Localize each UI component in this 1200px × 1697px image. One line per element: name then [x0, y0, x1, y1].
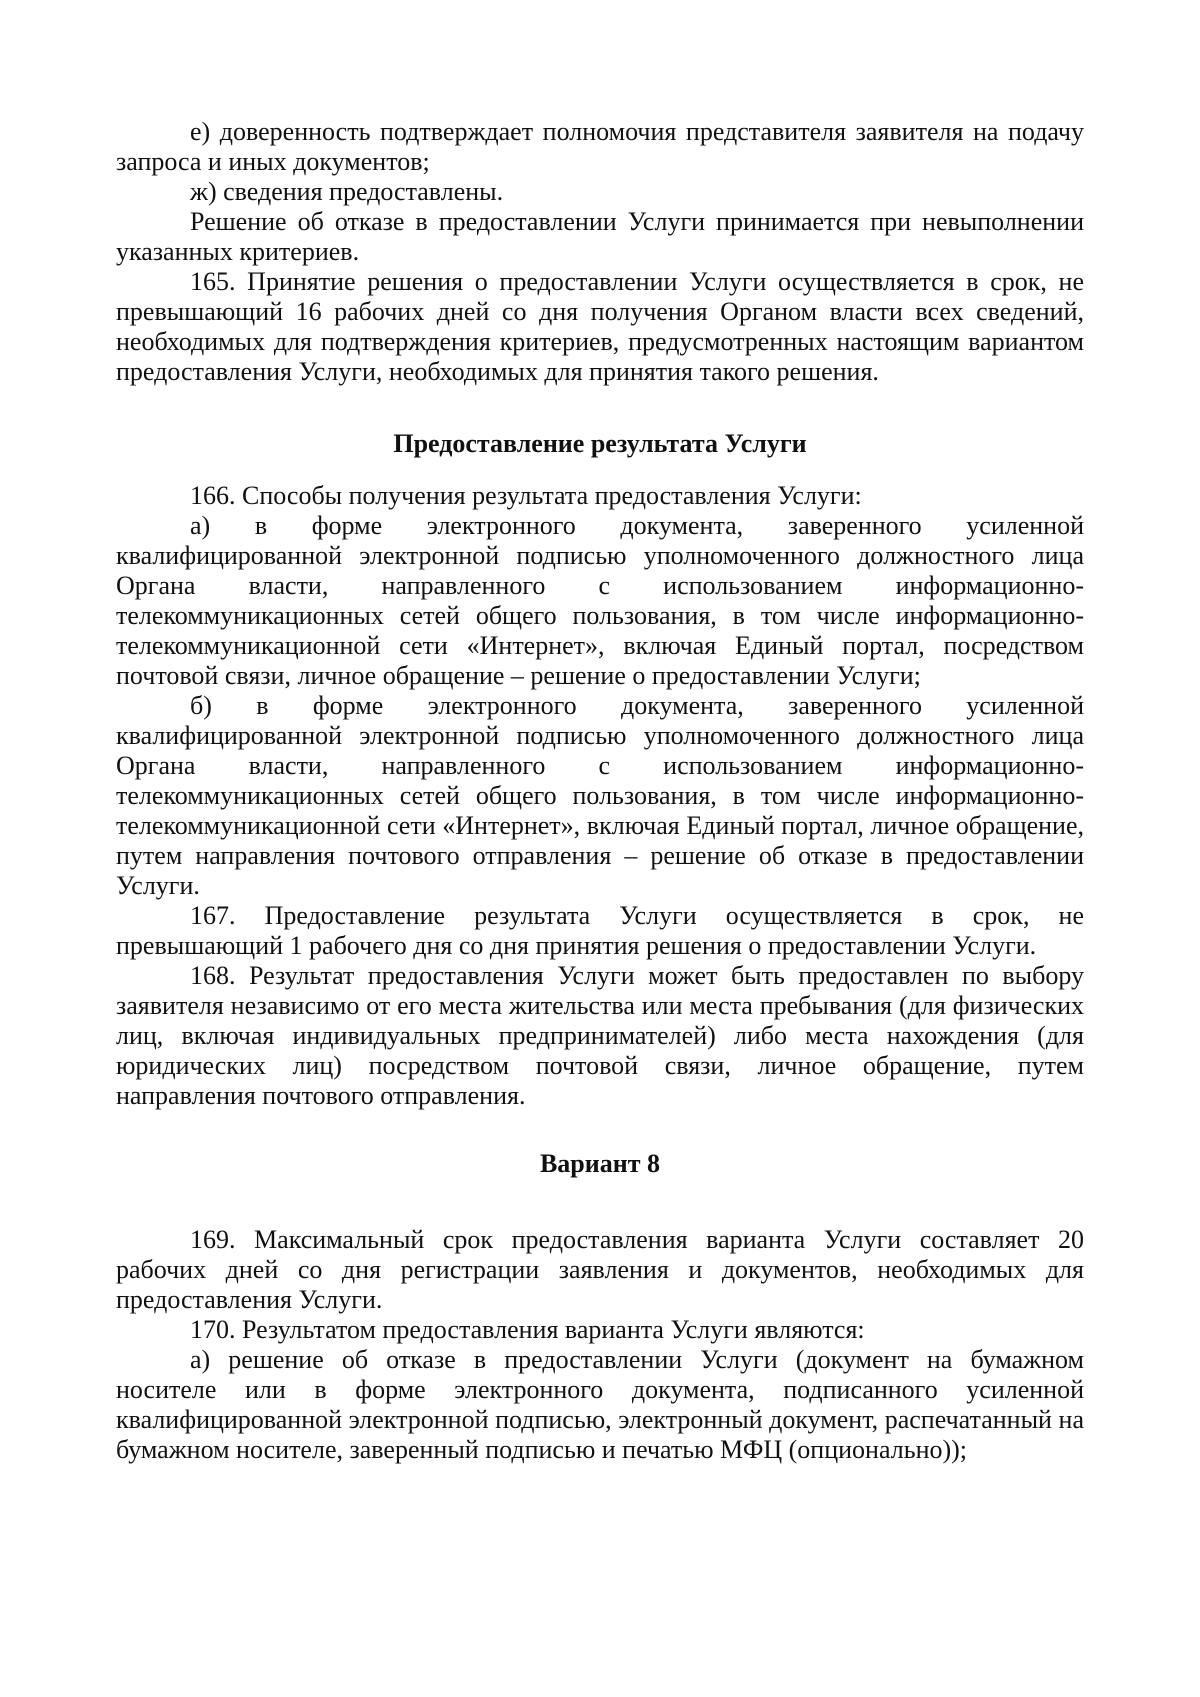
paragraph-169: 169. Максимальный срок предоставления варианта Услуги составляет 20 рабочих дней со дня регистрации заявления и документов, необходимых для предоставления Услуги. [116, 1225, 1084, 1314]
section-heading-variant: Вариант 8 [539, 1149, 661, 1178]
paragraph-refusal-decision: Решение об отказе в предоставлении Услуги принимается при невыполнении указанных критериев. [116, 207, 1084, 266]
section-heading-result: Предоставление результата Услуги [393, 429, 807, 458]
paragraph-e: е) доверенность подтверждает полномочия представителя заявителя на подачу запроса и иных документов; [116, 117, 1084, 176]
document-page [116, 117, 1084, 1465]
paragraph-167: 167. Предоставление результата Услуги осуществляется в срок, не превышающий 1 рабочего дня со дня принятия решения о предоставлении Услуги. [116, 901, 1084, 960]
paragraph-166: 166. Способы получения результата предоставления Услуги: [190, 481, 862, 510]
paragraph-zh: ж) сведения предоставлены. [190, 177, 504, 206]
paragraph-166-a: а) в форме электронного документа, заверенного усиленной квалифицированной электронной подписью уполномоченного должностного лица Органа власти, направленного с использованием информационно-телекоммуникационных сетей общего пользования, в том числе информационно-телекоммуникационной сети «Интернет», включая Единый портал, посредством почтовой связи, личное обращение – решение о предоставлении Услуги; [116, 511, 1084, 690]
paragraph-168: 168. Результат предоставления Услуги может быть предоставлен по выбору заявителя независимо от его места жительства или места пребывания (для физических лиц, включая индивидуальных предпринимателей) либо места нахождения (для юридических лиц) посредством почтовой связи, личное обращение, путем направления почтового отправления. [116, 961, 1084, 1110]
paragraph-170: 170. Результатом предоставления варианта Услуги являются: [190, 1315, 865, 1344]
paragraph-170-a: а) решение об отказе в предоставлении Услуги (документ на бумажном носителе или в форме электронного документа, подписанного усиленной квалифицированной электронной подписью, электронный документ, распечатанный на бумажном носителе, заверенный подписью и печатью МФЦ (опционально)); [116, 1345, 1084, 1464]
paragraph-165: 165. Принятие решения о предоставлении Услуги осуществляется в срок, не превышающий 16 рабочих дней со дня получения Органом власти всех сведений, необходимых для подтверждения критериев, предусмотренных настоящим вариантом предоставления Услуги, необходимых для принятия такого решения. [116, 267, 1084, 386]
paragraph-166-b: б) в форме электронного документа, заверенного усиленной квалифицированной электронной подписью уполномоченного должностного лица Органа власти, направленного с использованием информационно-телекоммуникационных сетей общего пользования, в том числе информационно-телекоммуникационной сети «Интернет», включая Единый портал, личное обращение, путем направления почтового отправления – решение об отказе в предоставлении Услуги. [116, 691, 1084, 900]
